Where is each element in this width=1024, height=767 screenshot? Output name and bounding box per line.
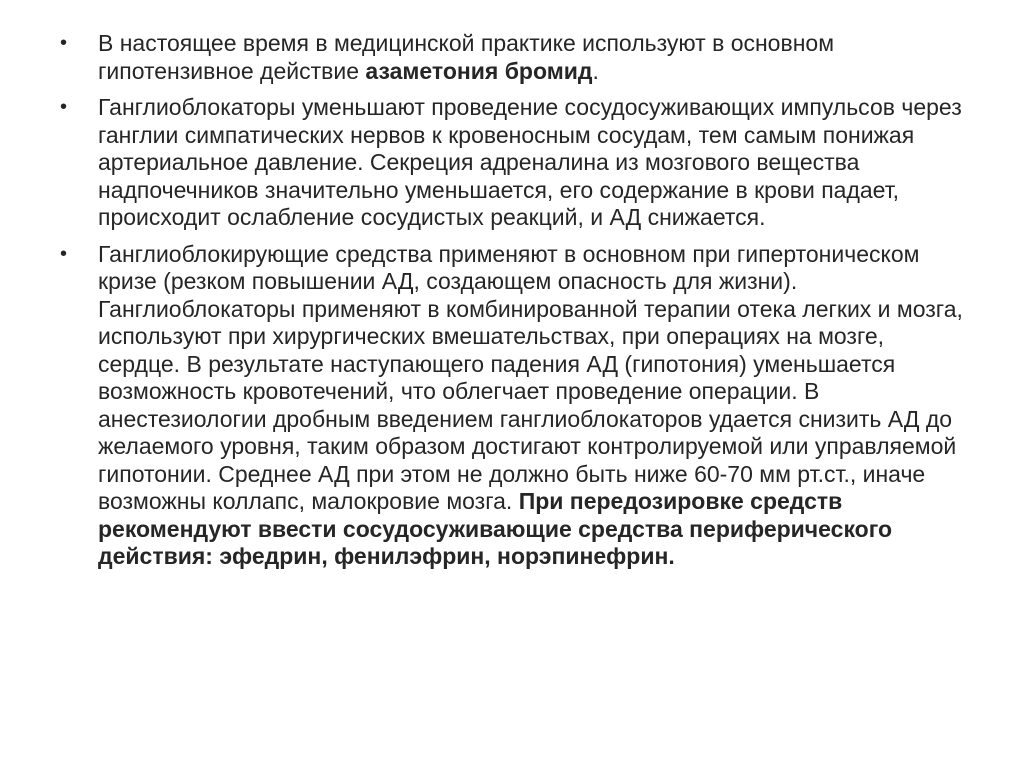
bullet-marker: • (60, 242, 68, 265)
overdose-recommendation-bold: При передозировке средств рекомендуют ввести сосудосуживающие средства периферического действия: эфедрин, фенилэфрин, норэпинефрин. (98, 488, 893, 569)
bullet-item-1 (60, 30, 970, 85)
drug-name-bold: азаметония бромид (365, 57, 593, 84)
bullet-marker: • (60, 32, 68, 54)
bullet-period: . (592, 57, 599, 84)
bullet-list (60, 30, 970, 580)
bullet-text: Ганглиоблокирующие средства применяют в основном при гипертоническом кризе (резком повышении АД, создающем опасность для жизни). Ганглиоблокаторы применяют в комбинированной терапии отека легких и мозга, используют при хирургических вмешательствах, при операциях на мозге, сердце. В результате наступающего падения АД (гипотония) уменьшается возможность кровотечений, что облегчает проведение операции. В анестезиологии дробным введением ганглиоблокаторов удается снизить АД до желаемого уровня, таким образом достигают контролируемой или управляемой гипотонии. Среднее АД при этом не должно быть ниже 60-70 мм рт.ст., иначе возможны коллапс, малокровие мозга. (98, 240, 963, 514)
bullet-item-3 (60, 241, 970, 571)
bullet-marker: • (60, 96, 68, 118)
bullet-text: В настоящее время в медицинской практике используют в основном гипотензивное действие (98, 30, 834, 84)
bullet-item-2 (60, 94, 970, 232)
bullet-text: Ганглиоблокаторы уменьшают проведение сосудосуживающих импульсов через ганглии симпатических нервов к кровеносным сосудам, тем самым понижая артериальное давление. Секреция адреналина из мозгового вещества надпочечников значительно уменьшается, его содержание в крови падает, происходит ослабление сосудистых реакций, и АД снижается. (98, 94, 962, 230)
